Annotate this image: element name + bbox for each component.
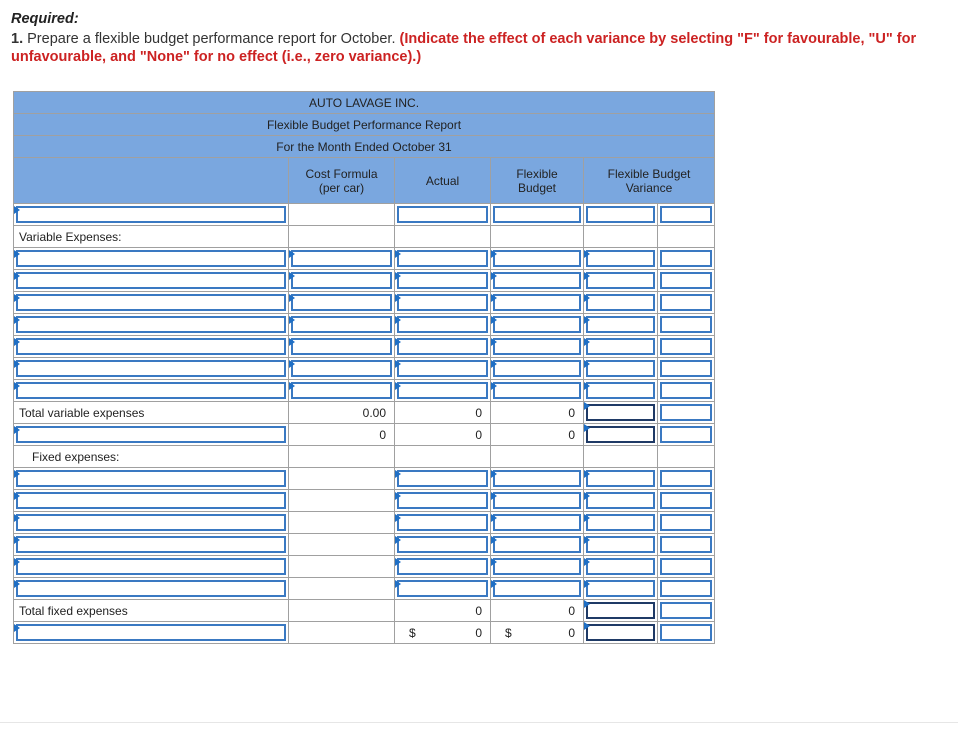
- actual-header: Actual: [395, 158, 491, 204]
- net-effect-select[interactable]: [658, 622, 715, 644]
- variable-expense-label-select[interactable]: [14, 358, 289, 380]
- fixed-expense-row: [14, 534, 715, 556]
- report-title: Flexible Budget Performance Report: [14, 114, 715, 136]
- variable-expense-label-select[interactable]: [14, 380, 289, 402]
- company-name: AUTO LAVAGE INC.: [14, 92, 715, 114]
- required-label: Required:: [11, 11, 79, 27]
- variable-expense-row: [14, 270, 715, 292]
- divider: [0, 722, 958, 723]
- effect-select[interactable]: [658, 358, 715, 380]
- cost-formula-input[interactable]: [289, 292, 395, 314]
- variance-input[interactable]: [584, 512, 658, 534]
- actual-input[interactable]: [395, 270, 491, 292]
- net-variance-input[interactable]: [584, 622, 658, 644]
- flexible-input[interactable]: [491, 534, 584, 556]
- actual-input[interactable]: [395, 512, 491, 534]
- activity-actual-input[interactable]: [395, 204, 491, 226]
- activity-flexible-input[interactable]: [491, 204, 584, 226]
- effect-select[interactable]: [658, 468, 715, 490]
- flexible-input[interactable]: [491, 490, 584, 512]
- actual-input[interactable]: [395, 468, 491, 490]
- instructions: [11, 30, 955, 66]
- variance-input[interactable]: [584, 380, 658, 402]
- effect-select[interactable]: [658, 292, 715, 314]
- fixed-expense-label-select[interactable]: [14, 556, 289, 578]
- actual-input[interactable]: [395, 578, 491, 600]
- contribution-actual: 0: [395, 424, 491, 446]
- variable-expense-row: [14, 336, 715, 358]
- variable-expense-row: [14, 358, 715, 380]
- actual-input[interactable]: [395, 534, 491, 556]
- net-flexible: $ 0: [491, 622, 584, 644]
- fixed-expense-label-select[interactable]: [14, 512, 289, 534]
- fixed-expense-label-select[interactable]: [14, 578, 289, 600]
- activity-effect-select[interactable]: [658, 204, 715, 226]
- effect-select[interactable]: [658, 534, 715, 556]
- variable-expense-row: [14, 248, 715, 270]
- variance-input[interactable]: [584, 556, 658, 578]
- variable-expenses-label: Variable Expenses:: [14, 226, 289, 248]
- label-column-header: [14, 158, 289, 204]
- variance-input[interactable]: [584, 578, 658, 600]
- effect-select[interactable]: [658, 380, 715, 402]
- flexible-input[interactable]: [491, 270, 584, 292]
- effect-select[interactable]: [658, 556, 715, 578]
- actual-input[interactable]: [395, 358, 491, 380]
- net-income-label-select[interactable]: [14, 622, 289, 644]
- cost-formula-header: Cost Formula (per car): [289, 158, 395, 204]
- net-income-row: [14, 622, 715, 644]
- flexible-input[interactable]: [491, 248, 584, 270]
- contribution-variance-input[interactable]: [584, 424, 658, 446]
- cost-formula-input[interactable]: [289, 248, 395, 270]
- flexible-input[interactable]: [491, 336, 584, 358]
- total-variable-flexible: 0: [491, 402, 584, 424]
- variance-input[interactable]: [584, 270, 658, 292]
- actual-input[interactable]: [395, 380, 491, 402]
- variance-input[interactable]: [584, 336, 658, 358]
- fixed-expense-row: [14, 490, 715, 512]
- flexible-budget-header: Flexible Budget: [491, 158, 584, 204]
- activity-cost-formula: [289, 204, 395, 226]
- total-variable-variance-input[interactable]: [584, 402, 658, 424]
- actual-input[interactable]: [395, 314, 491, 336]
- flexible-input[interactable]: [491, 512, 584, 534]
- fixed-expenses-label: Fixed expenses:: [14, 446, 289, 468]
- actual-input[interactable]: [395, 490, 491, 512]
- item-note: (Indicate the effect of each variance by selecting "F" for favourable, "U" for unfavourable, and "None" for no effect (i.e., zero variance).): [11, 31, 917, 65]
- item-text: Prepare a flexible budget performance report for October.: [27, 31, 396, 47]
- variable-expense-row: [14, 292, 715, 314]
- variable-expense-row: [14, 380, 715, 402]
- total-fixed-label: Total fixed expenses: [14, 600, 289, 622]
- variance-input[interactable]: [584, 468, 658, 490]
- total-variable-row: [14, 402, 715, 424]
- cost-formula-input[interactable]: [289, 358, 395, 380]
- flexible-input[interactable]: [491, 358, 584, 380]
- contribution-effect-select[interactable]: [658, 424, 715, 446]
- effect-select[interactable]: [658, 336, 715, 358]
- variable-expense-label-select[interactable]: [14, 248, 289, 270]
- variance-input[interactable]: [584, 358, 658, 380]
- cost-formula-input[interactable]: [289, 270, 395, 292]
- activity-label-select[interactable]: [14, 204, 289, 226]
- fixed-expense-row: [14, 578, 715, 600]
- variance-input[interactable]: [584, 292, 658, 314]
- variable-expense-row: [14, 314, 715, 336]
- variable-expense-label-select[interactable]: [14, 292, 289, 314]
- effect-select[interactable]: [658, 270, 715, 292]
- performance-report-table: [13, 91, 715, 644]
- variable-expense-label-select[interactable]: [14, 336, 289, 358]
- fixed-expense-label-select[interactable]: [14, 468, 289, 490]
- actual-input[interactable]: [395, 248, 491, 270]
- effect-select[interactable]: [658, 490, 715, 512]
- total-fixed-row: [14, 600, 715, 622]
- variance-input[interactable]: [584, 490, 658, 512]
- total-fixed-actual: 0: [395, 600, 491, 622]
- activity-variance-input[interactable]: [584, 204, 658, 226]
- flexible-input[interactable]: [491, 556, 584, 578]
- total-variable-cost-formula: 0.00: [289, 402, 395, 424]
- contribution-row: [14, 424, 715, 446]
- variance-input[interactable]: [584, 534, 658, 556]
- variance-input[interactable]: [584, 248, 658, 270]
- contribution-flexible: 0: [491, 424, 584, 446]
- total-variable-effect-select[interactable]: [658, 402, 715, 424]
- fixed-expense-row: [14, 512, 715, 534]
- total-variable-label: Total variable expenses: [14, 402, 289, 424]
- fixed-expense-label-select[interactable]: [14, 534, 289, 556]
- actual-input[interactable]: [395, 336, 491, 358]
- total-fixed-variance-input[interactable]: [584, 600, 658, 622]
- total-variable-actual: 0: [395, 402, 491, 424]
- total-fixed-flexible: 0: [491, 600, 584, 622]
- cost-formula-input[interactable]: [289, 336, 395, 358]
- cost-formula-input[interactable]: [289, 380, 395, 402]
- actual-input[interactable]: [395, 292, 491, 314]
- effect-select[interactable]: [658, 314, 715, 336]
- variance-header: Flexible Budget Variance: [584, 158, 715, 204]
- flexible-input[interactable]: [491, 468, 584, 490]
- actual-input[interactable]: [395, 556, 491, 578]
- contribution-label-select[interactable]: [14, 424, 289, 446]
- total-fixed-effect-select[interactable]: [658, 600, 715, 622]
- contribution-cost-formula: 0: [289, 424, 395, 446]
- variable-expense-label-select[interactable]: [14, 314, 289, 336]
- cost-formula-input[interactable]: [289, 314, 395, 336]
- variable-expense-label-select[interactable]: [14, 270, 289, 292]
- effect-select[interactable]: [658, 578, 715, 600]
- fixed-expense-row: [14, 468, 715, 490]
- fixed-expense-label-select[interactable]: [14, 490, 289, 512]
- item-number: 1.: [11, 31, 24, 47]
- flexible-input[interactable]: [491, 292, 584, 314]
- variance-input[interactable]: [584, 314, 658, 336]
- effect-select[interactable]: [658, 248, 715, 270]
- flexible-input[interactable]: [491, 380, 584, 402]
- fixed-expense-row: [14, 556, 715, 578]
- effect-select[interactable]: [658, 512, 715, 534]
- report-period: For the Month Ended October 31: [14, 136, 715, 158]
- flexible-input[interactable]: [491, 578, 584, 600]
- net-actual: $ 0: [395, 622, 491, 644]
- flexible-input[interactable]: [491, 314, 584, 336]
